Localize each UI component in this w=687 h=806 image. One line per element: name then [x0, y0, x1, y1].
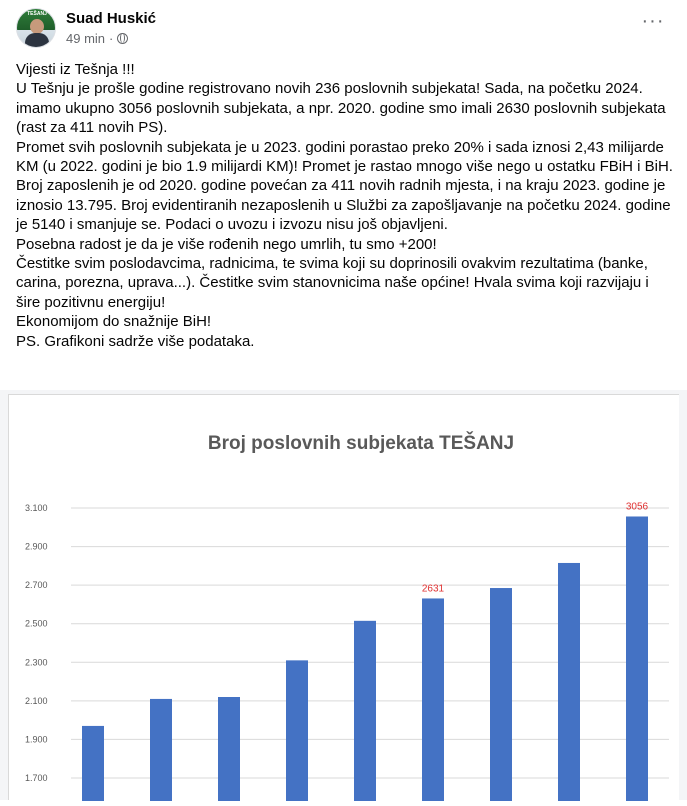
y-tick-label: 2.700	[25, 580, 48, 591]
post-line: Broj zaposlenih je od 2020. godine povećan za 411 novih radnih mjesta, i na kraju 2023. godine je iznosio 13.795. Broj evidentiranih nezaposlenih u Službi za zapošljavanje na početku 2024. godine je 5140 i smanjuje se. Podaci o uvozu i izvozu nisu još objavljeni.	[16, 177, 671, 234]
y-tick-label: 2.500	[25, 618, 48, 629]
post-line: Vijesti iz Tešnja !!!	[16, 61, 135, 78]
more-options-button[interactable]: ···	[641, 10, 665, 32]
y-tick-label: 1.900	[25, 734, 48, 745]
avatar[interactable]	[16, 8, 56, 48]
y-tick-label: 3.100	[25, 503, 48, 513]
y-tick-label: 1.700	[25, 773, 48, 783]
post-text	[16, 60, 676, 351]
post-line: PS. Grafikoni sadrže više podataka.	[16, 332, 255, 350]
post-header	[0, 0, 687, 56]
chart-container	[8, 394, 679, 800]
post-time[interactable]: 49 min	[66, 31, 106, 46]
post-line: Čestitke svim poslodavcima, radnicima, te svima koji su doprinosili ovakvim rezultatima (banke, carina, porezna, uprava...). Čestitke svim stanovnicima naše općine! Hvala svima koji razvijaju i šire pozitivnu energiju!	[16, 255, 649, 311]
y-tick-label: 2.900	[25, 541, 48, 552]
y-tick-label: 2.100	[25, 695, 48, 706]
bar	[286, 660, 308, 801]
meta-separator: ·	[109, 31, 114, 46]
post-line: Promet svih poslovnih subjekata je u 2023. godini porastao preko 20% i sada iznosi 2,43 milijarde KM (u 2022. godini je bio 1.9 milijardi KM)! Promet je rastao mnogo više nego u ostatku FBiH i BiH.	[16, 138, 673, 176]
chart-title: Broj poslovnih subjekata TEŠANJ	[207, 433, 515, 454]
bar	[558, 563, 580, 801]
y-tick-label: 2.300	[25, 657, 48, 668]
author-name[interactable]: Suad Huskić	[66, 10, 157, 27]
post-image[interactable]	[0, 390, 687, 800]
avatar-head	[30, 19, 44, 34]
bar	[626, 516, 648, 801]
post-meta	[66, 31, 128, 46]
avatar-banner: TEŠANJ	[27, 11, 47, 17]
bar	[82, 726, 104, 801]
data-label: 2631	[421, 583, 445, 595]
bar	[218, 697, 240, 801]
bar	[354, 621, 376, 801]
bar	[422, 598, 444, 801]
bar	[490, 588, 512, 801]
post-line: Posebna radost je da je više rođenih nego umrlih, tu smo +200!	[16, 235, 437, 253]
globe-icon	[117, 33, 128, 44]
post-line: Ekonomijom do snažnije BiH!	[16, 313, 212, 331]
bar	[150, 699, 172, 801]
post-line: U Tešnju je prošle godine registrovano novih 236 poslovnih subjekata! Sada, na početku 2024. imamo ukupno 3056 poslovnih subjekata, a npr. 2020. godine smo imali 2630 poslovnih subjekata (rast za 411 novih PS).	[16, 80, 666, 137]
data-label: 3056	[625, 501, 649, 513]
avatar-suit	[25, 33, 49, 48]
bar-chart	[9, 395, 680, 801]
